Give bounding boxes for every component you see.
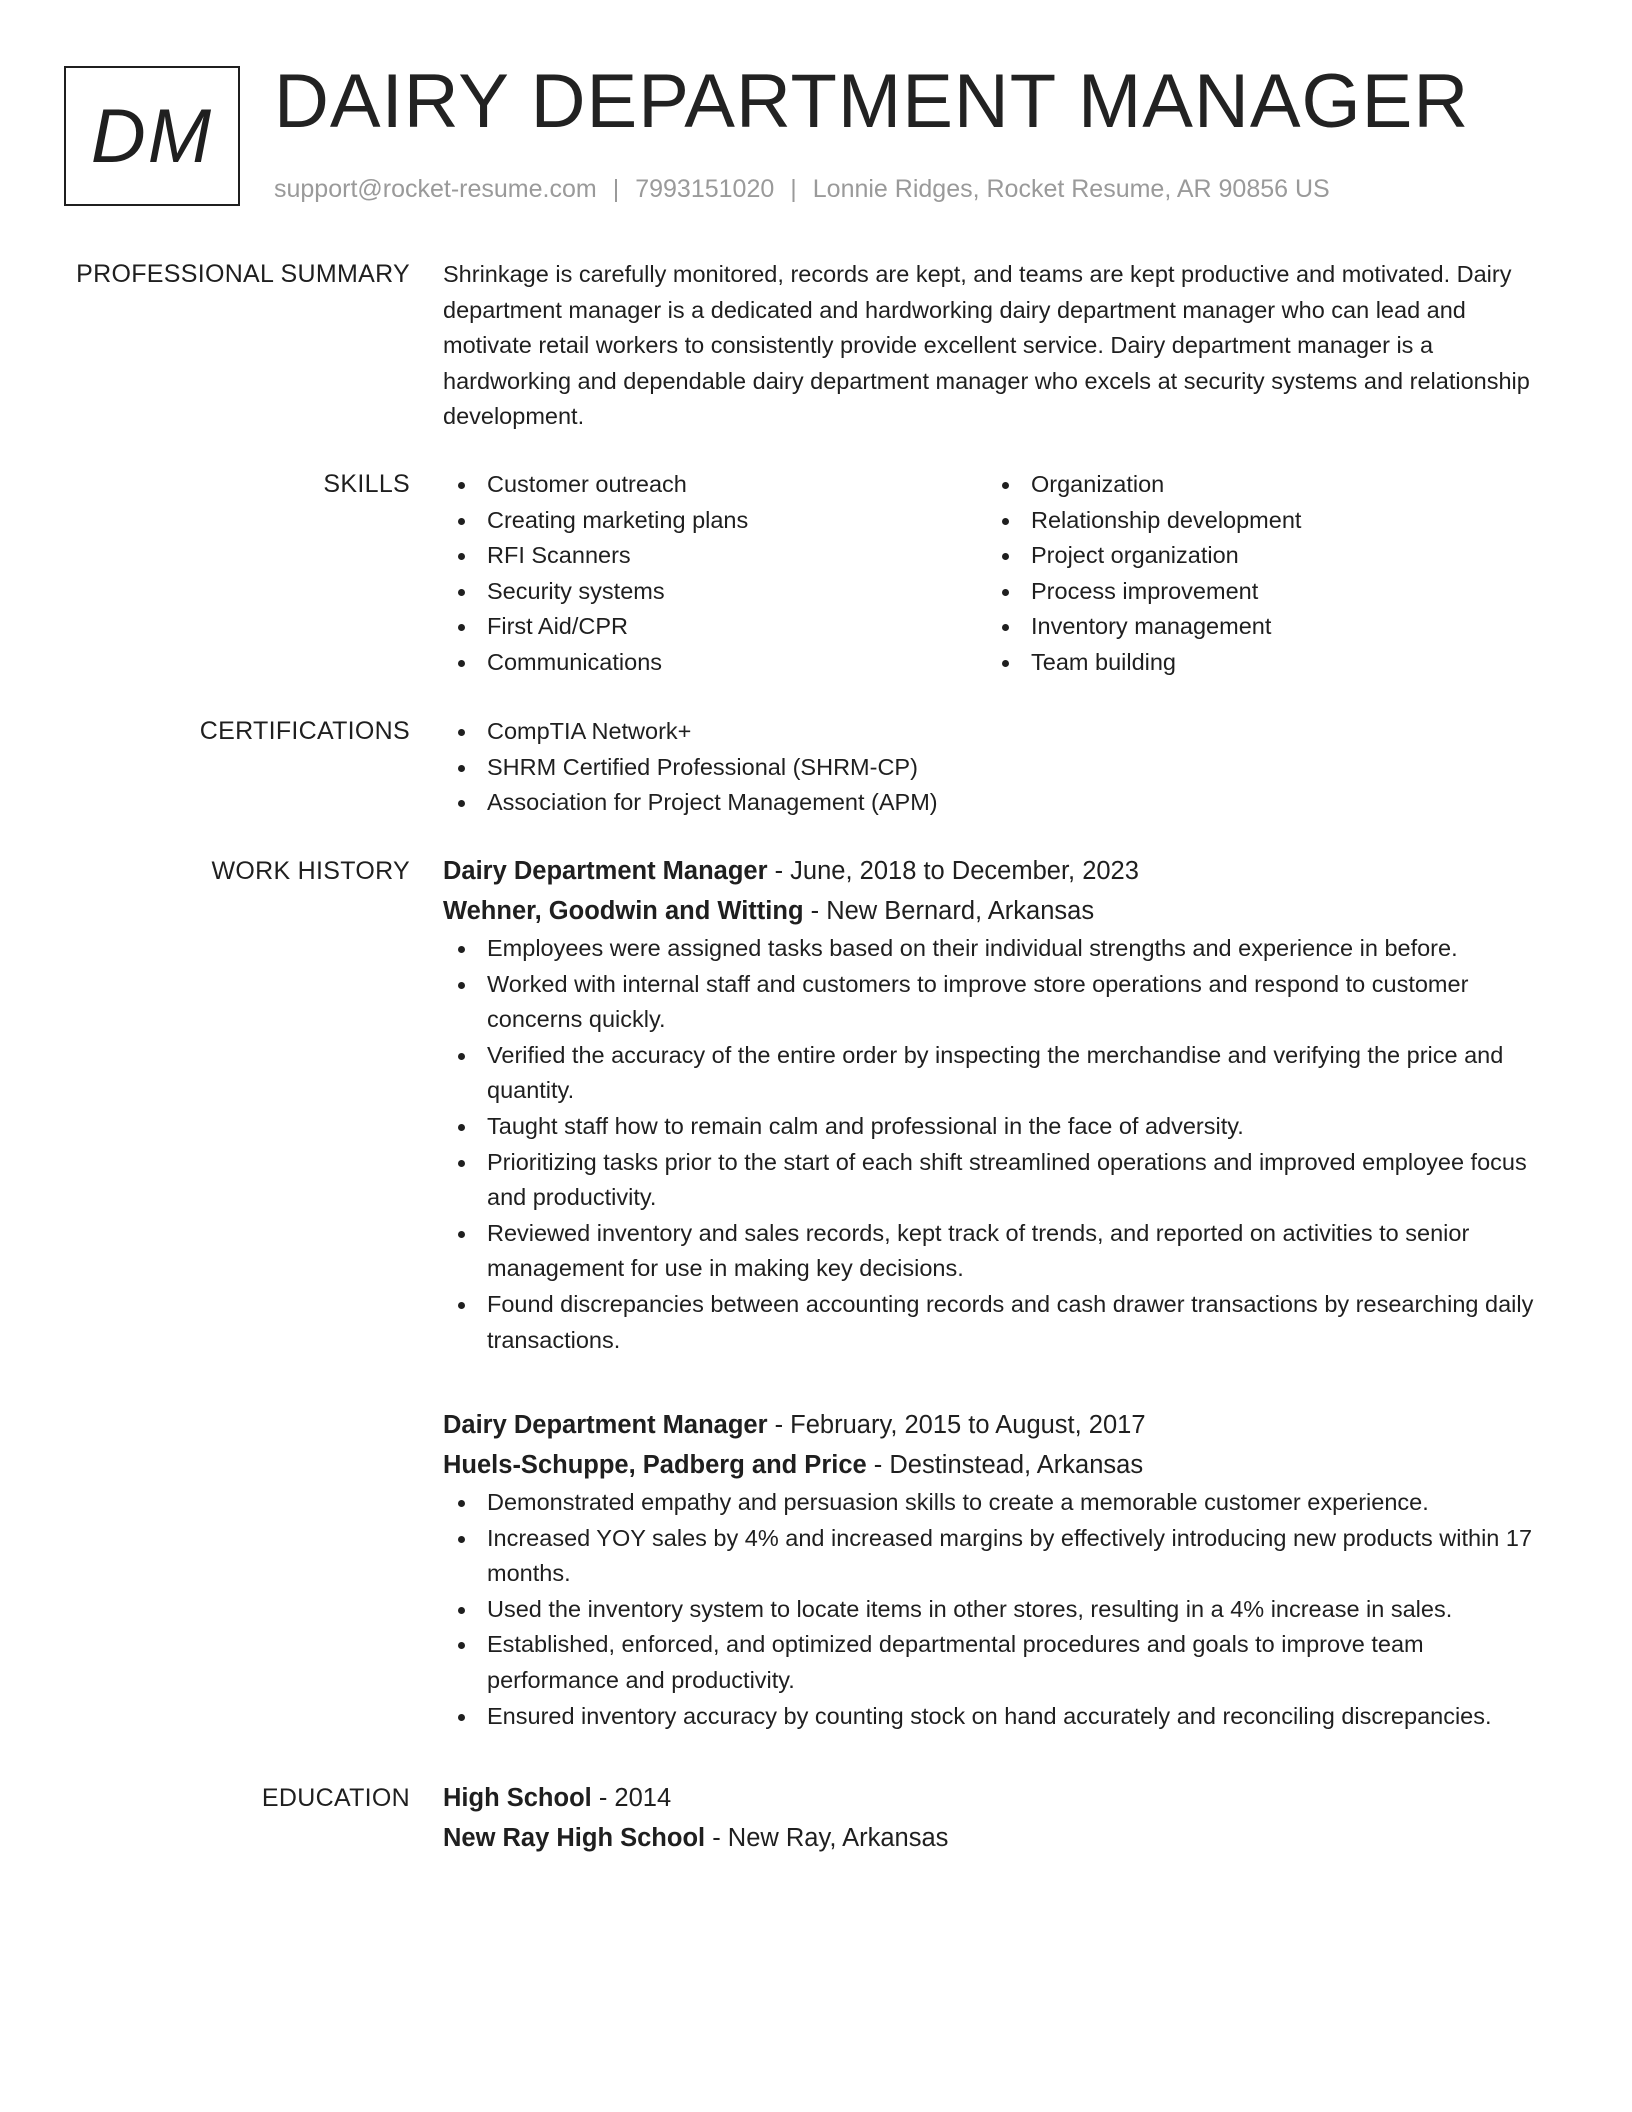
job-company-line — [443, 1445, 1543, 1485]
summary-text: Shrinkage is carefully monitored, records are kept, and teams are kept productive and motivated. Dairy department manager is a dedicated and hardworking dairy department manager who can lead and motivate retail workers to consistently provide excellent service. Dairy department manager is a hardworking and dependable dairy department manager who excels at security systems and relationship development. — [443, 261, 1530, 430]
skill-item: Project organization — [987, 538, 1531, 574]
skill-item: Inventory management — [987, 609, 1531, 645]
job-company: Wehner, Goodwin and Witting — [443, 897, 804, 925]
skills-list-left — [443, 467, 987, 681]
section-label-work-history: WORK HISTORY — [211, 857, 410, 885]
contact-separator: | — [790, 175, 797, 203]
job-bullet: Prioritizing tasks prior to the start of each shift streamlined operations and improved employee focus and productivity. — [443, 1145, 1543, 1216]
certifications-list — [443, 714, 1543, 821]
section-label-skills: SKILLS — [323, 470, 410, 498]
skill-item: Customer outreach — [443, 467, 987, 503]
summary-content — [443, 257, 1543, 435]
skills-grid — [443, 467, 1543, 681]
job-entry-2 — [443, 1405, 1543, 1734]
job-bullet: Used the inventory system to locate items in other stores, resulting in a 4% increase in sales. — [443, 1592, 1543, 1628]
skills-content — [443, 467, 1543, 681]
job-bullet: Reviewed inventory and sales records, kept track of trends, and reported on activities to senior management for use in making key decisions. — [443, 1216, 1543, 1287]
skill-item: Process improvement — [987, 574, 1531, 610]
job-bullet: Worked with internal staff and customers to improve store operations and respond to customer concerns quickly. — [443, 967, 1543, 1038]
job-title-line — [443, 1405, 1543, 1445]
section-label-summary: PROFESSIONAL SUMMARY — [76, 260, 410, 288]
education-degree-line — [443, 1778, 1543, 1818]
skill-item: RFI Scanners — [443, 538, 987, 574]
contact-email: support@rocket-resume.com — [274, 175, 597, 203]
certifications-content — [443, 714, 1543, 821]
job-title-line — [443, 851, 1543, 891]
job-entry-1 — [443, 851, 1543, 1358]
education-location: - New Ray, Arkansas — [705, 1824, 949, 1852]
job-bullet-list — [443, 931, 1543, 1358]
job-bullet: Found discrepancies between accounting records and cash drawer transactions by researching daily transactions. — [443, 1287, 1543, 1358]
contact-address: Lonnie Ridges, Rocket Resume, AR 90856 US — [812, 175, 1330, 203]
skill-item: Organization — [987, 467, 1531, 503]
education-degree: High School — [443, 1784, 592, 1812]
section-label-education: EDUCATION — [261, 1784, 410, 1812]
education-school-line — [443, 1818, 1543, 1858]
job-location: - Destinstead, Arkansas — [866, 1451, 1144, 1479]
job-location: - New Bernard, Arkansas — [803, 897, 1095, 925]
job-title: Dairy Department Manager — [443, 1411, 768, 1439]
job-bullet: Employees were assigned tasks based on their individual strengths and experience in before. — [443, 931, 1543, 967]
skill-item: First Aid/CPR — [443, 609, 987, 645]
education-school: New Ray High School — [443, 1824, 706, 1852]
skill-item: Team building — [987, 645, 1531, 681]
contact-line — [274, 172, 1330, 206]
job-bullet-list — [443, 1485, 1543, 1734]
job-title: Dairy Department Manager — [443, 857, 768, 885]
certification-item: CompTIA Network+ — [443, 714, 1543, 750]
skill-item: Communications — [443, 645, 987, 681]
job-company: Huels-Schuppe, Padberg and Price — [443, 1451, 867, 1479]
skill-item: Relationship development — [987, 503, 1531, 539]
education-content — [443, 1778, 1543, 1858]
job-dates: - June, 2018 to December, 2023 — [767, 857, 1139, 885]
skill-item: Security systems — [443, 574, 987, 610]
job-bullet: Established, enforced, and optimized departmental procedures and goals to improve team performance and productivity. — [443, 1627, 1543, 1698]
job-dates: - February, 2015 to August, 2017 — [767, 1411, 1146, 1439]
monogram-logo: DM — [64, 66, 240, 206]
contact-phone: 7993151020 — [635, 175, 775, 203]
certification-item: SHRM Certified Professional (SHRM-CP) — [443, 750, 1543, 786]
skill-item: Creating marketing plans — [443, 503, 987, 539]
skills-list-right — [987, 467, 1531, 681]
job-bullet: Verified the accuracy of the entire order by inspecting the merchandise and verifying the price and quantity. — [443, 1038, 1543, 1109]
education-year: - 2014 — [591, 1784, 672, 1812]
contact-separator: | — [612, 175, 620, 203]
job-bullet: Ensured inventory accuracy by counting stock on hand accurately and reconciling discrepancies. — [443, 1699, 1543, 1735]
job-company-line — [443, 891, 1543, 931]
job-bullet: Taught staff how to remain calm and professional in the face of adversity. — [443, 1109, 1543, 1145]
certification-item: Association for Project Management (APM) — [443, 785, 1543, 821]
job-bullet: Increased YOY sales by 4% and increased margins by effectively introducing new products within 17 months. — [443, 1521, 1543, 1592]
resume-title: DAIRY DEPARTMENT MANAGER — [274, 59, 1470, 144]
section-label-certifications: CERTIFICATIONS — [199, 717, 410, 745]
job-bullet: Demonstrated empathy and persuasion skills to create a memorable customer experience. — [443, 1485, 1543, 1521]
